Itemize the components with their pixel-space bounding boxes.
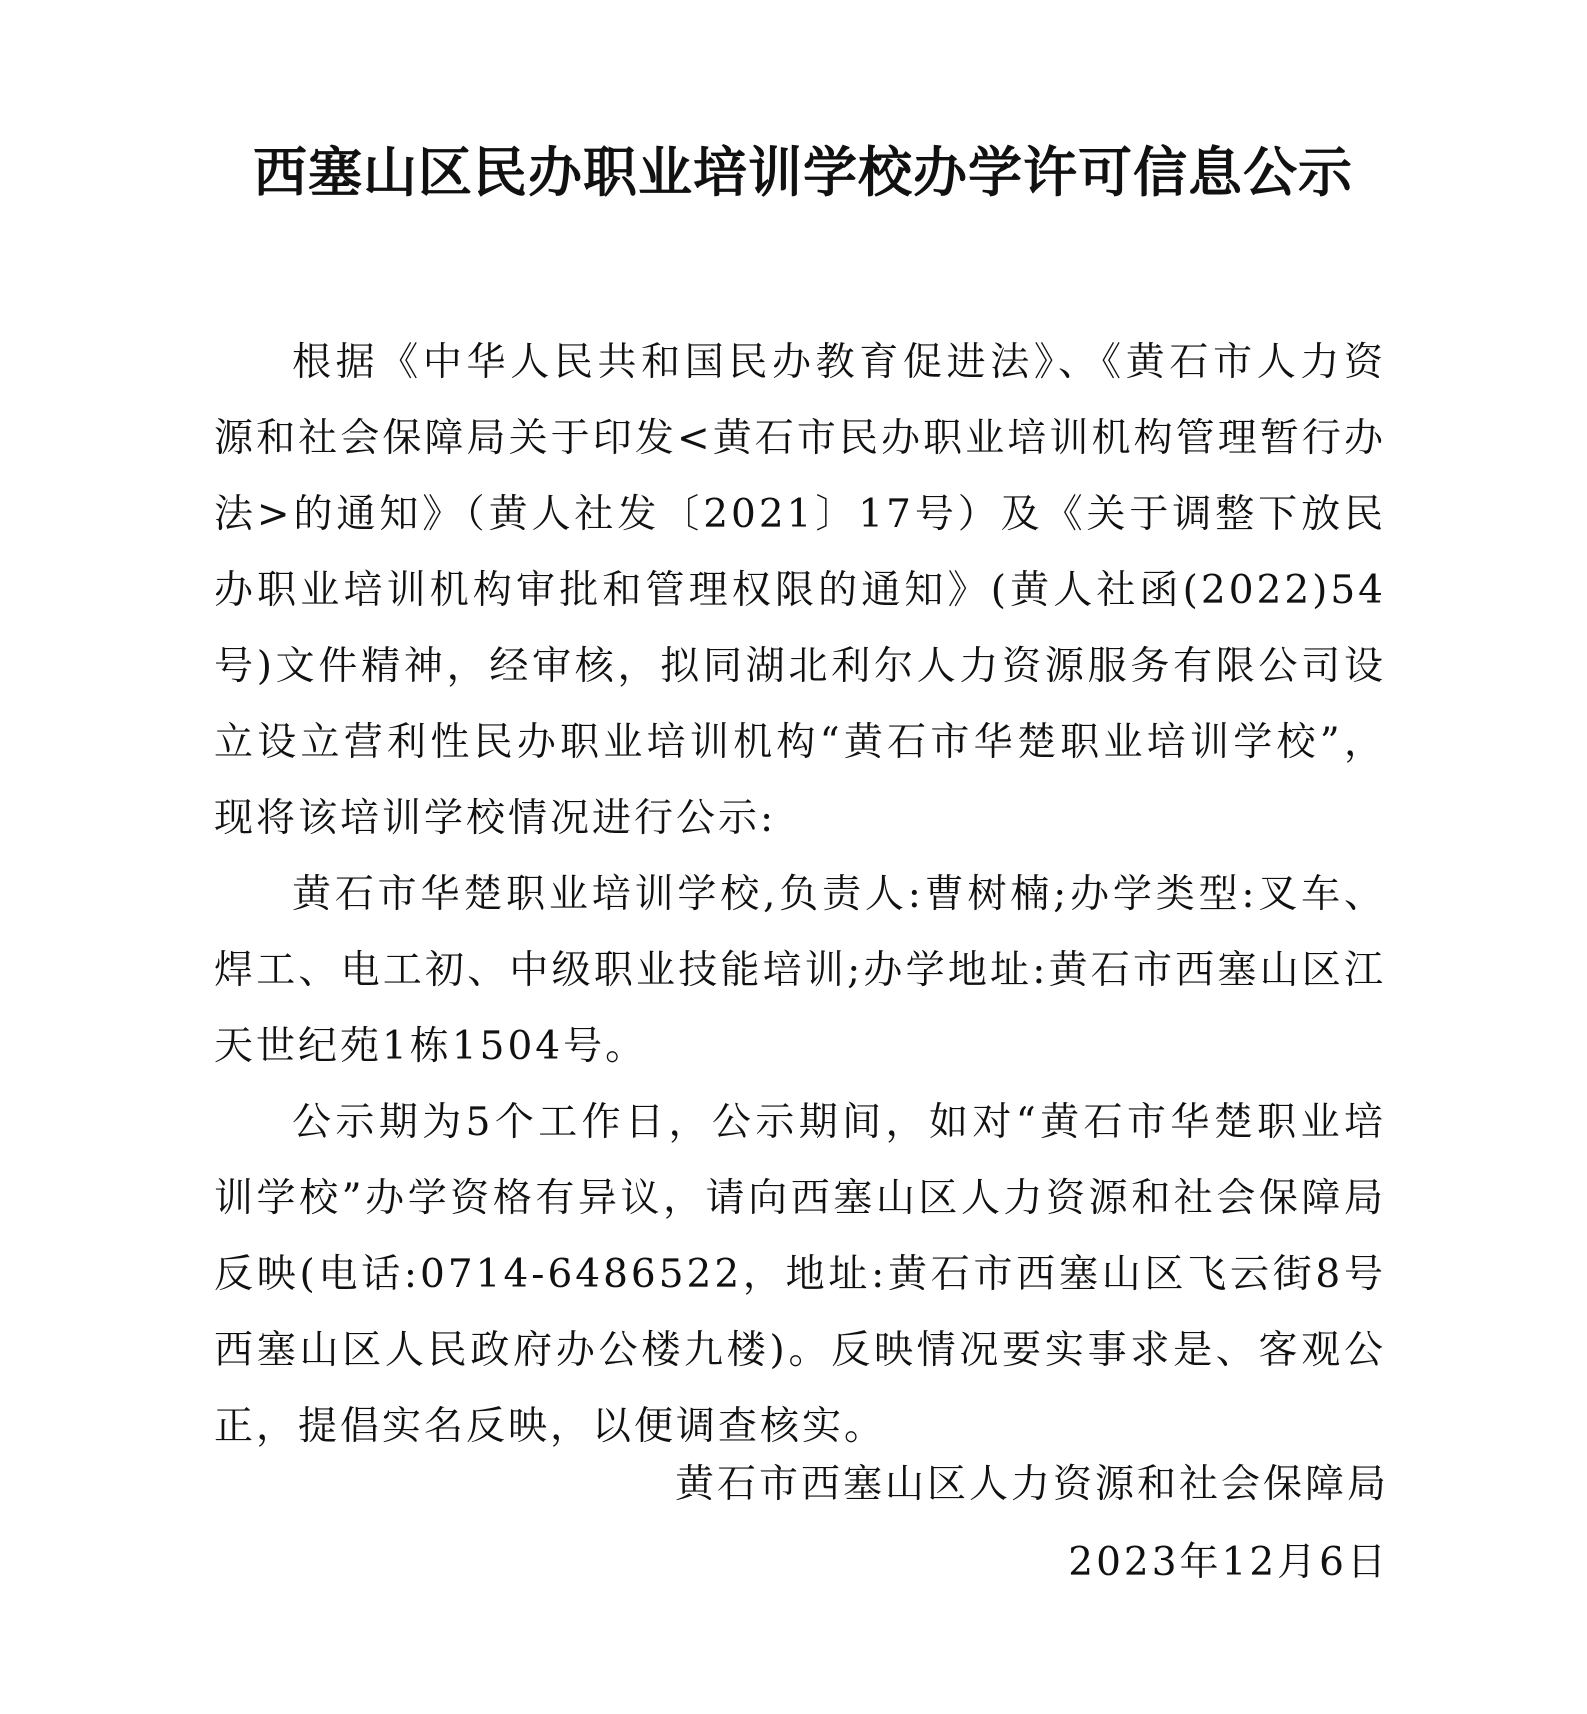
paragraph-basis: 根据《中华人民共和国民办教育促进法》、《黄石市人力资源和社会保障局关于印发<黄石市民办职业培训机构管理暂行办法>的通知》（黄人社发〔2021〕17号）及《关于调整下放民办职业培训机构审批和管理权限的通知》(黄人社函(2022)54号)文件精神，经审核，拟同湖北利尔人力资源服务有限公司设立设立营利性民办职业培训机构“黄石市华楚职业培训学校”，现将该培训学校情况进行公示: xyxy=(214,340,1386,841)
signoff-block xyxy=(675,1446,1389,1602)
issuer-name: 黄石市西塞山区人力资源和社会保障局 xyxy=(674,1462,1389,1507)
paragraph-school-info: 黄石市华楚职业培训学校,负责人:曹树楠;办学类型:叉车、焊工、电工初、中级职业技能培训;办学地址:黄石市西塞山区江天世纪苑1栋1504号。 xyxy=(214,872,1386,1069)
document-body xyxy=(214,325,1386,1465)
paragraph-notice-period: 公示期为5个工作日，公示期间，如对“黄石市华楚职业培训学校”办学资格有异议，请向西塞山区人力资源和社会保障局反映(电话:0714-6486522，地址:黄石市西塞山区飞云街8号西塞山区人民政府办公楼九楼)。反映情况要实事求是、客观公正，提倡实名反映，以便调查核实。 xyxy=(214,1100,1386,1449)
issue-date: 2023年12月6日 xyxy=(1068,1540,1389,1585)
document-title: 西塞山区民办职业培训学校办学许可信息公示 xyxy=(253,140,1353,204)
